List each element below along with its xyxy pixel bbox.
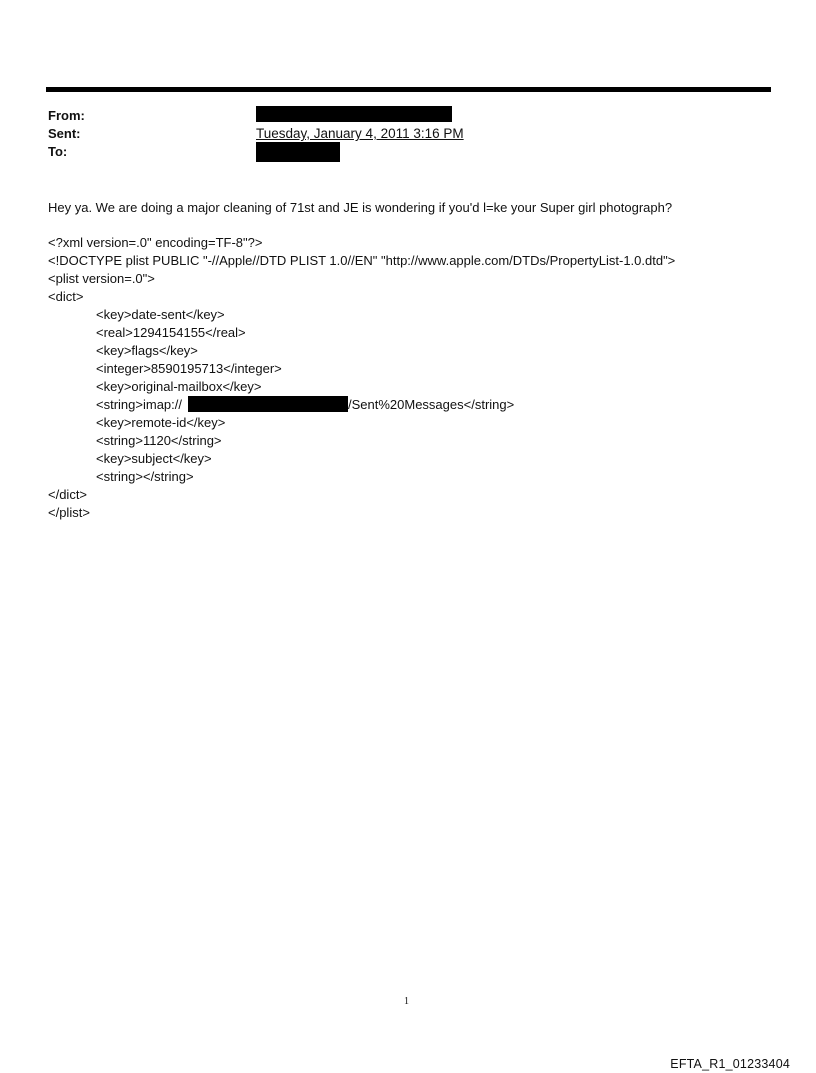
key-remote-id: <key>remote-id</key>: [96, 415, 226, 430]
integer-value: <integer>8590195713</integer>: [96, 361, 282, 376]
sent-label: Sent:: [48, 126, 81, 141]
header-rule: [46, 87, 771, 92]
page-number: 1: [404, 996, 409, 1007]
plist-close: </plist>: [48, 505, 90, 520]
document-id: EFTA_R1_01233404: [670, 1057, 790, 1071]
dict-close: </dict>: [48, 487, 88, 502]
from-redaction: [256, 106, 452, 122]
to-label: To:: [48, 144, 68, 159]
plist-open: <plist version=.0">: [48, 271, 155, 286]
sent-date: Tuesday, January 4, 2011 3:16 PM: [256, 126, 464, 141]
key-subject: <key>subject</key>: [96, 451, 212, 466]
key-date-sent: <key>date-sent</key>: [96, 307, 225, 322]
dict-open: <dict>: [48, 289, 84, 304]
plist-xml-decl: <?xml version=.0" encoding=TF-8"?>: [48, 235, 263, 250]
message-intro: Hey ya. We are doing a major cleaning of 71st and JE is wondering if you'd l=ke your Super girl photograph?: [48, 200, 673, 215]
real-value: <real>1294154155</real>: [96, 325, 246, 340]
from-label: From:: [48, 108, 85, 123]
subject-value: <string></string>: [96, 469, 194, 484]
key-original-mailbox: <key>original-mailbox</key>: [96, 379, 262, 394]
mailbox-prefix: <string>imap://: [96, 397, 182, 412]
remote-id-value: <string>1120</string>: [96, 433, 222, 448]
mailbox-redaction: [188, 396, 348, 412]
plist-doctype: <!DOCTYPE plist PUBLIC "-//Apple//DTD PLIST 1.0//EN" "http://www.apple.com/DTDs/PropertyList-1.0.dtd">: [48, 253, 676, 268]
key-flags: <key>flags</key>: [96, 343, 198, 358]
to-redaction: [256, 142, 340, 162]
mailbox-suffix: /Sent%20Messages</string>: [348, 397, 515, 412]
